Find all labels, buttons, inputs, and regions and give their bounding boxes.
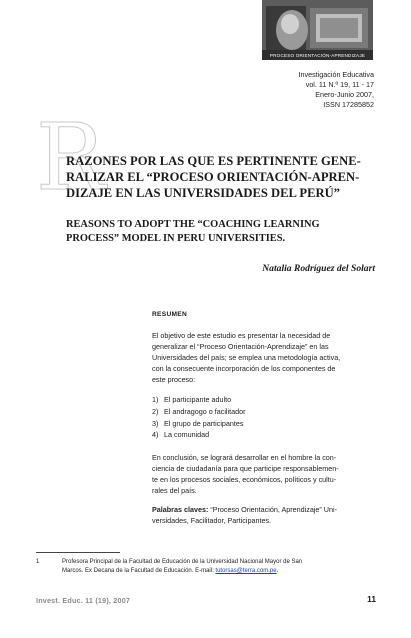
abstract-line: generalizar el “Proceso Orientación-Aprendizaje” en las [152, 342, 329, 351]
keywords-paragraph [152, 504, 376, 526]
list-number: 4) [152, 430, 159, 440]
keywords-text: versidades, Facilitador, Participantes. [152, 516, 272, 525]
footnote-divider [36, 552, 120, 553]
conclusion-line: rales del país. [152, 486, 197, 495]
article-title-english [66, 218, 366, 246]
journal-name: Investigación Educativa [298, 70, 374, 79]
abstract-heading: RESUMEN [152, 311, 188, 318]
journal-info [240, 70, 374, 110]
title-es-line: RAZONES POR LAS QUE ES PERTINENTE GENE- [66, 154, 361, 168]
title-es-line: RALIZAR EL “PROCESO ORIENTACIÓN-APREN- [66, 170, 360, 184]
list-number: 2) [152, 406, 159, 416]
journal-issn: ISSN 17285852 [323, 100, 374, 109]
component-list [152, 394, 246, 441]
conclusion-line: En conclusión, se logrará desarrollar en el hombre la con- [152, 453, 337, 462]
article-title-spanish [66, 153, 376, 201]
title-es-line: DIZAJE EN LAS UNIVERSIDADES DEL PERÚ” [66, 186, 340, 200]
header-image [262, 0, 373, 60]
list-item [152, 429, 246, 441]
title-en-line: REASONS TO ADOPT THE “COACHING LEARNING [66, 219, 320, 230]
footnote-text: Profesora Principal de la Facultad de Educación de la Universidad Nacional Mayor de San [62, 559, 303, 565]
page-number: 11 [367, 594, 376, 604]
author-email-link[interactable]: tutorsas@terra.com.pe [215, 568, 277, 574]
footnote-text: Marcos. Ex Decana de la Facultad de Educación. E-mail: [62, 568, 216, 574]
list-item [152, 406, 246, 418]
footnote [36, 558, 376, 576]
abstract-line: este proceso: [152, 375, 196, 384]
keywords-label: Palabras claves: [152, 505, 209, 514]
footnote-mark: 1 [36, 559, 40, 565]
conclusion-line: ciencia de ciudadanía para que participe responsablemen- [152, 464, 339, 473]
abstract-paragraph [152, 330, 376, 385]
list-text: El participante adulto [164, 395, 232, 404]
author-name: Natalia Rodríguez del Solart [262, 263, 375, 274]
header-photo-graphic [262, 0, 373, 60]
list-text: El grupo de participantes [164, 418, 244, 428]
abstract-line: El objetivo de este estudio es presentar la necesidad de [152, 331, 331, 340]
journal-date: Enero-Junio 2007, [315, 90, 374, 99]
list-number: 1) [152, 395, 159, 404]
conclusion-paragraph [152, 452, 376, 496]
abstract-line: Universidades del país; se emplea una metodología activa, [152, 353, 341, 362]
keywords-text: “Proceso Orientación, Aprendizaje” Uni- [208, 505, 337, 514]
journal-volume: vol. 11 N.º 19, 11 - 17 [305, 80, 374, 89]
list-item [152, 418, 246, 430]
list-text: La comunidad [164, 430, 210, 440]
conclusion-line: te en los procesos sociales, económicos, políticos y cultu- [152, 475, 337, 484]
footer-journal-reference: Invest. Educ. 11 (19), 2007 [36, 596, 131, 605]
abstract-line: con la consecuente incorporación de los componentes de [152, 364, 336, 373]
decorative-initial: R [36, 104, 106, 211]
title-en-line: PROCESS” MODEL IN PERU UNIVERSITIES. [66, 233, 286, 244]
list-text: El andragogo o facilitador [164, 406, 246, 416]
header-image-caption: PROCESO ORIENTACIÓN-APRENDIZAJE [269, 53, 366, 58]
list-number: 3) [152, 418, 159, 428]
footnote-text: . [276, 568, 279, 574]
list-item [152, 394, 246, 406]
